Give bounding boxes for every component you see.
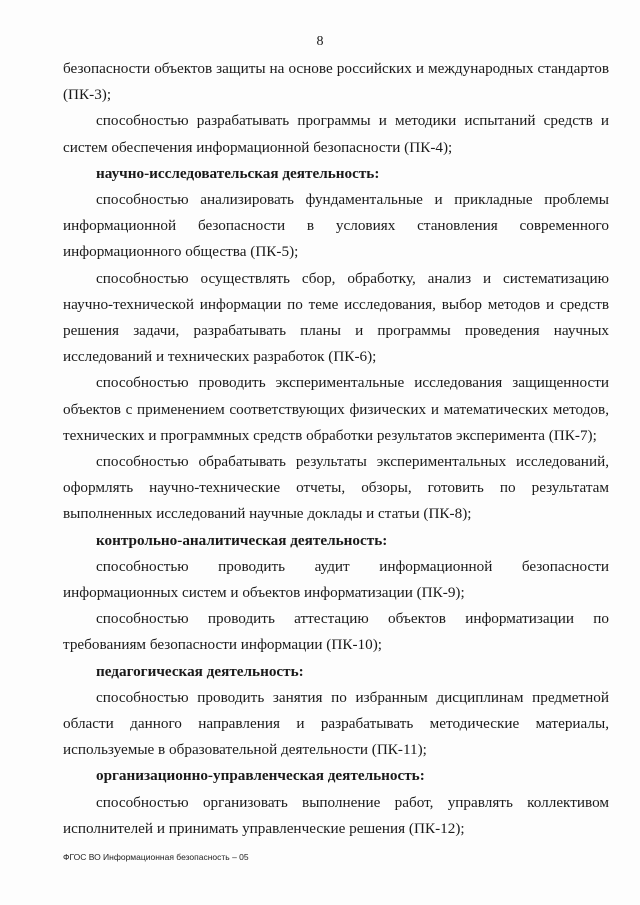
competency-item: способностью организовать выполнение работ, управлять коллективом исполнителей и принимать управленческие решения (ПК-12);: [63, 793, 609, 837]
paragraph-continuation: безопасности объектов защиты на основе российских и международных стандартов (ПК-3);: [63, 60, 609, 104]
page-footer: ФГОС ВО Информационная безопасность – 05: [63, 852, 249, 862]
competency-item: способностью анализировать фундаментальные и прикладные проблемы информационной безопасности в условиях становления современного информационного общества (ПК-5);: [63, 191, 609, 261]
competency-item: способностью обрабатывать результаты экспериментальных исследований, оформлять научно-технические отчеты, обзоры, готовить по результатам выполненных исследований научные доклады и статьи (ПК-8);: [63, 453, 609, 523]
section-heading: контрольно-аналитическая деятельность:: [96, 531, 388, 549]
section-heading: организационно-управленческая деятельность:: [96, 767, 425, 785]
competency-item: способностью проводить занятия по избранным дисциплинам предметной области данного направления и разрабатывать методические материалы, используемые в образовательной деятельности (ПК-11);: [63, 688, 609, 759]
page-body: [63, 56, 609, 842]
section-heading: научно-исследовательская деятельность:: [96, 164, 380, 182]
competency-item: способностью осуществлять сбор, обработку, анализ и систематизацию научно-технической информации по теме исследования, выбор методов и средств решения задачи, разрабатывать планы и программы проведения научных исследований и технических разработок (ПК-6);: [63, 269, 609, 366]
competency-item: способностью проводить аттестацию объектов информатизации по требованиям безопасности информации (ПК-10);: [63, 610, 609, 654]
competency-item: способностью проводить экспериментальные исследования защищенности объектов с применением соответствующих физических и математических методов, технических и программных средств обработки результатов эксперимента (ПК-7);: [63, 374, 609, 444]
competency-item: способностью проводить аудит информационной безопасности информационных систем и объектов информатизации (ПК-9);: [63, 557, 609, 602]
section-heading: педагогическая деятельность:: [96, 662, 304, 680]
competency-item: способностью разрабатывать программы и методики испытаний средств и систем обеспечения информационной безопасности (ПК-4);: [63, 112, 609, 156]
page-number: 8: [316, 34, 324, 49]
